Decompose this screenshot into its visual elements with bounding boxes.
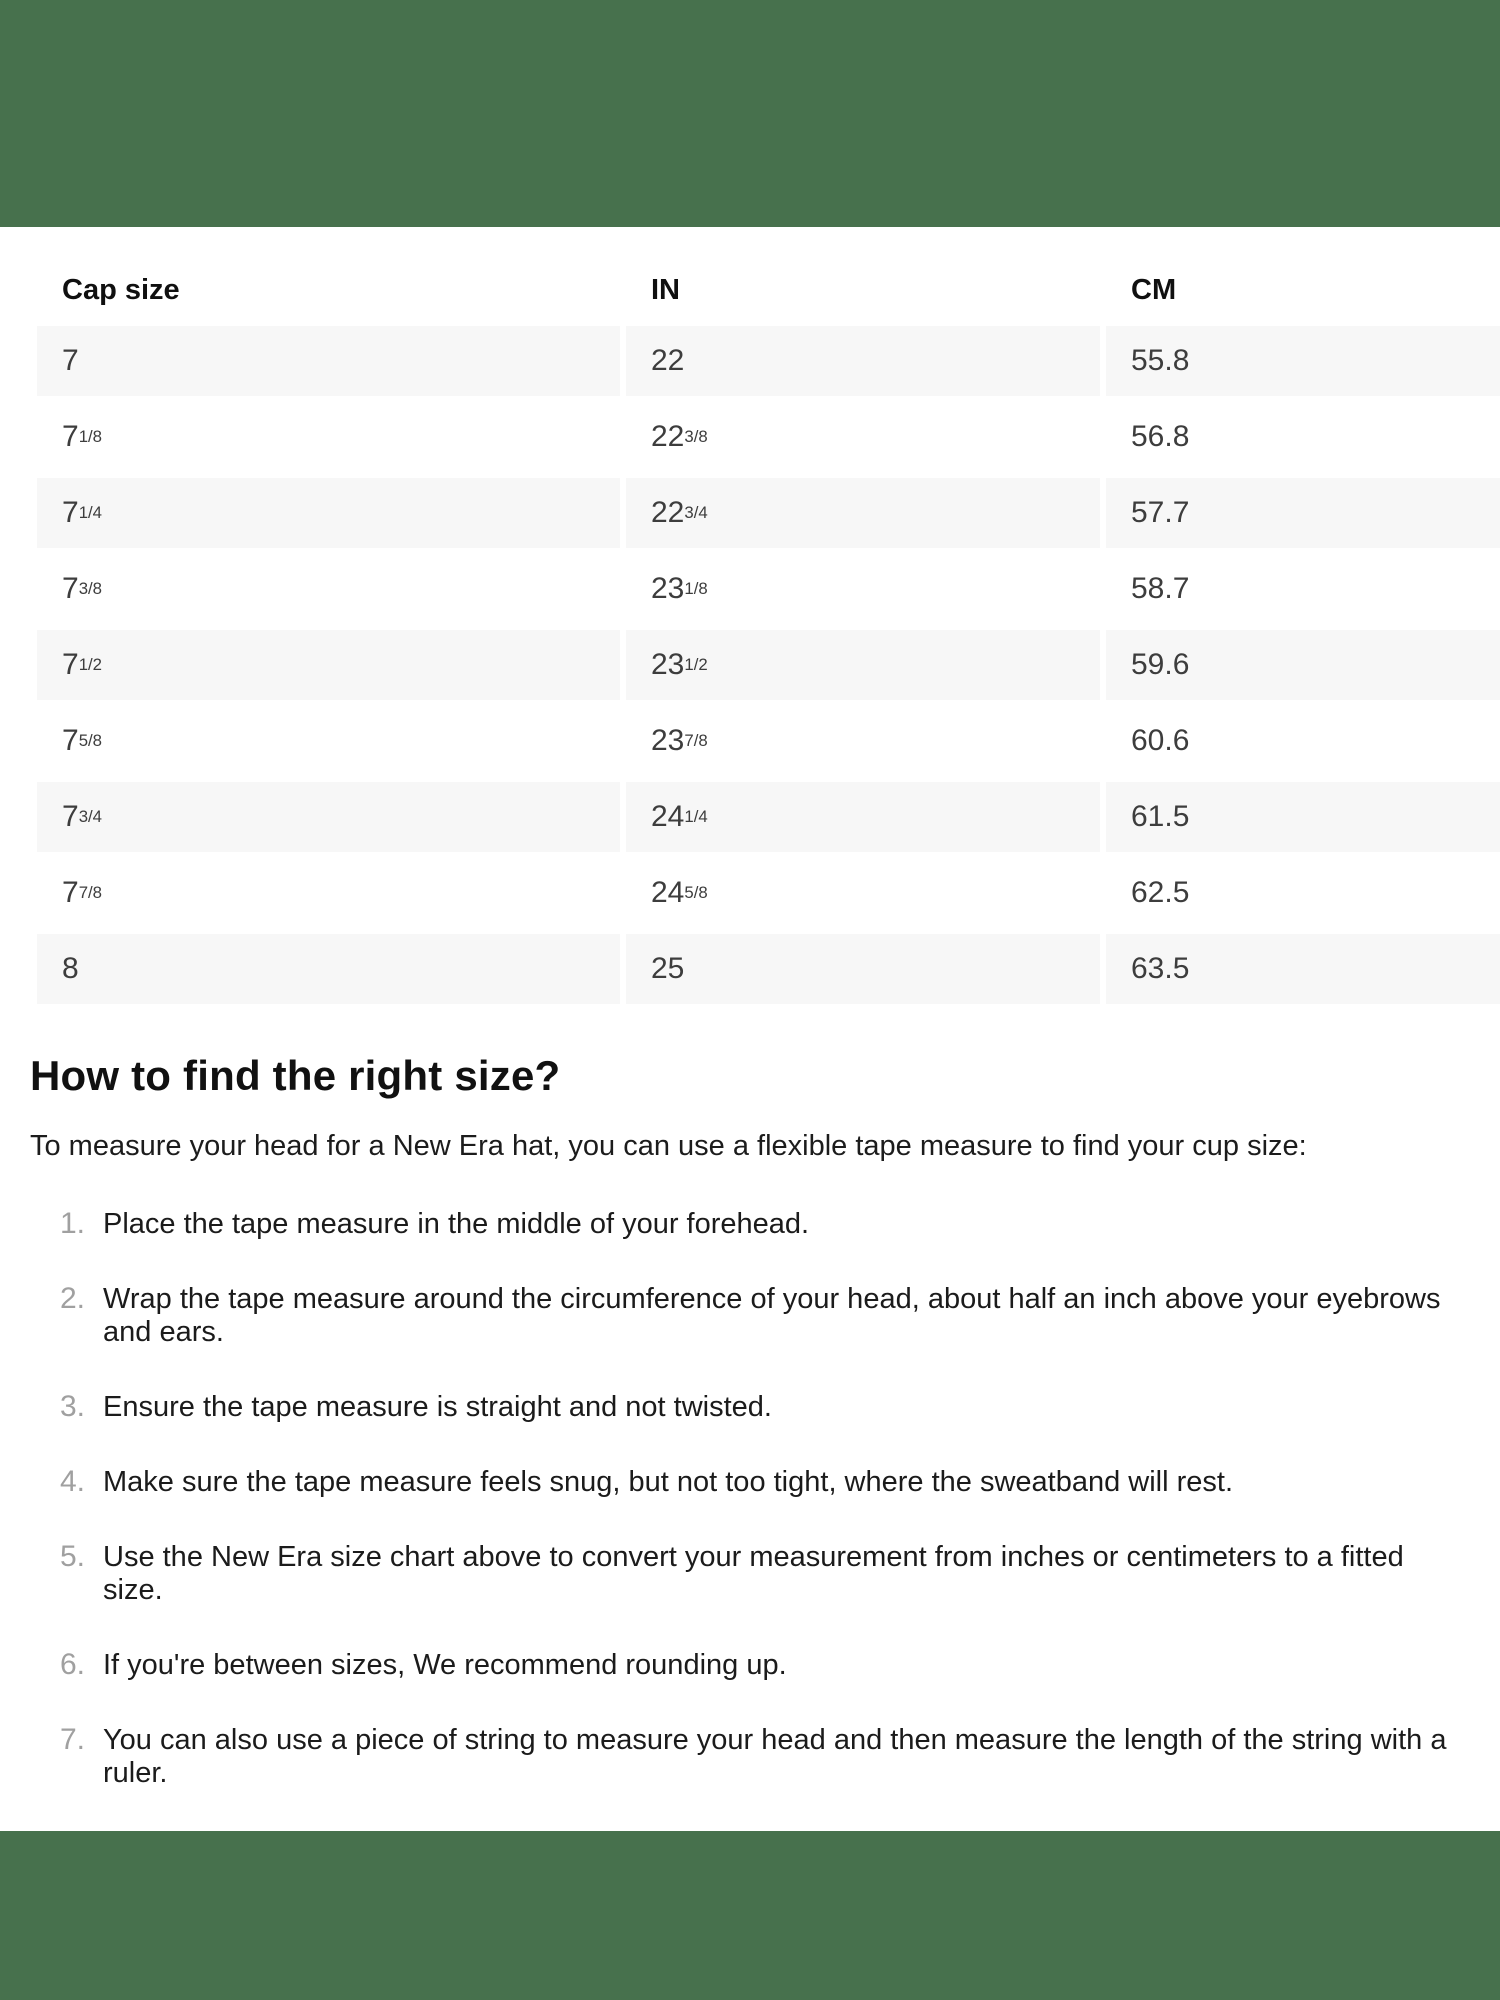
cap-size-cell: 7 3/8 — [62, 571, 103, 605]
centimeters-cell: 63.5 — [1106, 934, 1500, 1004]
step-text: If you're between sizes, We recommend rounding up. — [103, 1648, 787, 1681]
step-text: Wrap the tape measure around the circumference of your head, about half an inch above your eyebrows and ears. — [103, 1282, 1441, 1348]
table-row — [37, 326, 1500, 396]
inches-cell: 25 — [626, 934, 1100, 1004]
cap-size-cell: 7 5/8 — [62, 723, 103, 757]
cap-size-cell: 7 7/8 — [62, 875, 103, 909]
step-number: 5. — [60, 1539, 86, 1573]
measuring-step — [30, 1465, 1470, 1499]
cap-size-cell: 7 — [37, 326, 620, 396]
step-number: 3. — [60, 1389, 86, 1423]
measuring-step — [30, 1648, 1470, 1682]
step-number: 7. — [60, 1722, 86, 1756]
table-row — [37, 630, 1500, 700]
guide-intro: To measure your head for a New Era hat, you can use a flexible tape measure to find your cup size: — [30, 1129, 1307, 1162]
header-band — [0, 0, 1500, 227]
centimeters-cell: 58.7 — [1131, 571, 1190, 605]
table-body — [37, 326, 1500, 1004]
cap-size-cell: 7 3/4 — [37, 782, 620, 852]
measuring-step — [30, 1723, 1470, 1790]
cap-size-table — [37, 262, 1500, 1010]
inches-cell: 23 7/8 — [651, 723, 708, 757]
measuring-step — [30, 1390, 1470, 1424]
step-text: Ensure the tape measure is straight and not twisted. — [103, 1390, 772, 1423]
table-row — [37, 934, 1500, 1004]
table-header-row — [37, 262, 1500, 320]
step-text: Make sure the tape measure feels snug, but not too tight, where the sweatband will rest. — [103, 1465, 1234, 1498]
column-header-in: IN — [651, 274, 680, 307]
sizing-guide-section — [0, 1010, 1500, 1831]
step-text: You can also use a piece of string to measure your head and then measure the length of the string with a ruler. — [103, 1723, 1447, 1789]
inches-cell: 22 — [626, 326, 1100, 396]
step-number: 4. — [60, 1464, 86, 1498]
inches-cell: 24 5/8 — [651, 875, 708, 909]
step-text: Place the tape measure in the middle of your forehead. — [103, 1207, 810, 1240]
table-row — [37, 478, 1500, 548]
inches-cell: 22 3/8 — [651, 419, 708, 453]
centimeters-cell: 56.8 — [1131, 419, 1190, 453]
centimeters-cell: 59.6 — [1106, 630, 1500, 700]
guide-heading: How to find the right size? — [30, 1051, 561, 1099]
table-row — [37, 554, 1500, 624]
footer-band — [0, 1831, 1500, 2000]
cap-size-cell: 7 1/8 — [62, 419, 103, 453]
centimeters-cell: 61.5 — [1106, 782, 1500, 852]
inches-cell: 23 1/8 — [651, 571, 708, 605]
inches-cell: 22 3/4 — [626, 478, 1100, 548]
inches-cell: 24 1/4 — [626, 782, 1100, 852]
cap-size-cell: 8 — [37, 934, 620, 1004]
column-header-cm: CM — [1131, 274, 1177, 307]
column-header-cap-size: Cap size — [62, 274, 180, 307]
measuring-step — [30, 1540, 1470, 1607]
centimeters-cell: 55.8 — [1106, 326, 1500, 396]
table-row — [37, 782, 1500, 852]
centimeters-cell: 57.7 — [1106, 478, 1500, 548]
step-number: 1. — [60, 1206, 86, 1240]
step-number: 6. — [60, 1647, 86, 1681]
measuring-steps-list — [30, 1207, 1470, 1790]
centimeters-cell: 60.6 — [1131, 723, 1190, 757]
measuring-step — [30, 1282, 1470, 1349]
centimeters-cell: 62.5 — [1131, 875, 1190, 909]
measuring-step — [30, 1207, 1470, 1241]
table-row — [37, 858, 1500, 928]
table-row — [37, 402, 1500, 472]
cap-size-cell: 7 1/4 — [37, 478, 620, 548]
step-text: Use the New Era size chart above to convert your measurement from inches or centimeters to a fitted size. — [103, 1540, 1404, 1606]
table-row — [37, 706, 1500, 776]
step-number: 2. — [60, 1281, 86, 1315]
inches-cell: 23 1/2 — [626, 630, 1100, 700]
cap-size-cell: 7 1/2 — [37, 630, 620, 700]
